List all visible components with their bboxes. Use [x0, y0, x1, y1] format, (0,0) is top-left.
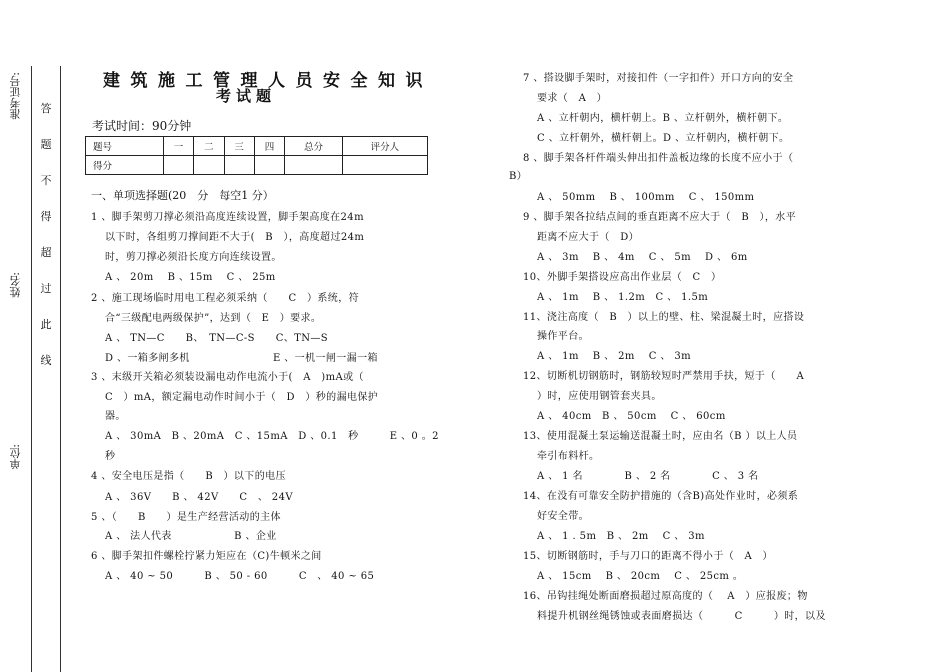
score-table-cell: 评分人	[342, 137, 427, 156]
question-line: 16、吊钩挂绳处断面磨损超过原高度的（ A ）应报废；物	[523, 591, 808, 602]
question-line: A 、 20m B 、15m C 、 25m	[105, 272, 276, 283]
name-label: 姓名:	[9, 272, 22, 298]
binding-line-inner	[60, 66, 61, 672]
question-line: A 、 50mm B 、 100mm C 、 150mm	[537, 192, 755, 203]
score-table-score-row	[86, 156, 428, 175]
question-line: 料提升机钢丝绳锈蚀或表面磨损达（ C ）时，以及	[537, 611, 826, 622]
seal-char: 题	[40, 138, 52, 151]
score-table-cell	[163, 156, 193, 175]
seal-char: 不	[40, 174, 52, 187]
question-line: 4 、安全电压是指（ B ）以下的电压	[91, 471, 286, 482]
seal-char: 此	[40, 318, 52, 331]
seal-char: 过	[40, 282, 52, 295]
section-heading: 一、单项选择题(20 分 每空1 分）	[91, 189, 274, 202]
score-table-cell	[342, 156, 427, 175]
question-line: A 、 1 名 B 、 2 名 C 、 3 名	[537, 471, 759, 482]
question-line: B）	[509, 171, 528, 182]
question-line: 9 、脚手架各拉结点间的垂直距离不应大于（ B ），水平	[523, 212, 797, 223]
question-line: A 、 1m B 、 1.2m C 、 1.5m	[537, 292, 709, 303]
question-line: A 、 法人代表 B 、企业	[105, 531, 277, 542]
question-line: 时，剪刀撑必须沿长度方向连续设置。	[105, 252, 282, 263]
question-line: 1 、脚手架剪刀撑必须沿高度连续设置，脚手架高度在24m	[91, 212, 364, 223]
question-line: C 、立杆朝外，横杆朝上。D 、立杆朝内，横杆朝下。	[537, 133, 790, 144]
question-line: A 、 40cm B 、 50cm C 、 60cm	[537, 411, 726, 422]
question-line: 14、在没有可靠安全防护措施的（含B)高处作业时，必须系	[523, 491, 799, 502]
exam-subtitle: 考试题	[216, 87, 277, 105]
exam-title: 建筑施工管理人员安全知识	[103, 71, 433, 91]
score-table-cell: 三	[224, 137, 254, 156]
score-table-cell: 得分	[86, 156, 164, 175]
question-line: 8 、脚手架各杆件端头伸出扣件盖板边缘的长度不应小于（	[523, 153, 794, 164]
score-table-cell	[224, 156, 254, 175]
question-line: A 、 30mA B 、20mA C 、15mA D 、0.1 秒 E 、0 。2	[105, 431, 439, 442]
question-line: 12、切断机切钢筋时，钢筋较短时严禁用手扶，短于（ A	[523, 371, 805, 382]
exam-time: 考试时间：90分钟	[92, 119, 192, 133]
question-line: 要求（ A ）	[537, 93, 608, 104]
question-line: 6 、脚手架扣件螺栓拧紧力矩应在（C)牛顿米之间	[91, 551, 322, 562]
question-line: ）时，应使用钢管套夹具。	[537, 391, 662, 402]
question-line: 10、外脚手架搭设应高出作业层（ C ）	[523, 272, 722, 283]
score-table-cell	[194, 156, 224, 175]
score-table	[85, 136, 428, 175]
question-line: 器。	[105, 411, 126, 422]
question-line: 7 、搭设脚手架时，对接扣件（一字扣件）开口方向的安全	[523, 73, 794, 84]
question-line: 5 、（ B ）是生产经营活动的主体	[91, 512, 281, 523]
question-line: 好安全带。	[537, 511, 589, 522]
admission-number-label: 准考证号:	[9, 72, 22, 120]
question-line: D 、一箱多闸多机 E 、一机一闸一漏一箱	[105, 353, 378, 364]
seal-char: 得	[40, 210, 52, 223]
question-line: 牵引布料杆。	[537, 451, 600, 462]
score-table-cell: 二	[194, 137, 224, 156]
seal-char: 线	[40, 354, 52, 367]
question-line: A 、 3m B 、 4m C 、 5m D 、 6m	[537, 252, 748, 263]
score-table-cell	[254, 156, 284, 175]
question-line: 15、切断钢筋时，手与刀口的距离不得小于（ A ）	[523, 551, 773, 562]
score-table-cell	[285, 156, 343, 175]
question-line: 11、浇注高度（ B ）以上的壁、柱、梁混凝土时，应搭设	[523, 312, 805, 323]
question-line: A 、 40 ~ 50 B 、 50 - 60 C 、 40 ~ 65	[105, 571, 375, 582]
score-table-cell: 四	[254, 137, 284, 156]
score-table-header-row	[86, 137, 428, 156]
question-line: 距离不应大于（ D）	[537, 232, 640, 243]
question-line: 以下时，各组剪刀撑间距不大于( B ），高度超过24m	[105, 232, 365, 243]
question-line: 合“三级配电两级保护”，达到（ E ）要求。	[105, 313, 322, 324]
question-line: A 、 TN—C B、 TN—C-S C、TN—S	[105, 333, 329, 344]
question-line: A 、立杆朝内，横杆朝上。B 、立杆朝外，横杆朝下。	[537, 113, 789, 124]
question-line: 秒	[105, 451, 116, 462]
question-line: C ）mA，额定漏电动作时间小于（ D ）秒的漏电保护	[105, 392, 379, 403]
question-line: A 、 1m B 、 2m C 、 3m	[537, 351, 691, 362]
score-table-cell: 一	[163, 137, 193, 156]
seal-char: 答	[40, 102, 52, 115]
question-line: A 、 36V B 、 42V C 、 24V	[105, 492, 293, 503]
question-line: 2 、施工现场临时用电工程必须采纳（ C ）系统，符	[91, 293, 359, 304]
score-table-cell: 题号	[86, 137, 164, 156]
question-line: A 、 15cm B 、 20cm C 、 25cm 。	[537, 571, 744, 582]
seal-char: 超	[40, 246, 52, 259]
question-line: 3 、末级开关箱必须装设漏电动作电流小于( A )mA或（	[91, 372, 364, 383]
question-line: 13、使用混凝土泵运输送混凝土时，应由名（B ）以上人员	[523, 431, 798, 442]
unit-label: 单位:	[9, 444, 22, 470]
binding-line-outer	[31, 66, 32, 672]
score-table-cell: 总分	[285, 137, 343, 156]
question-line: A 、 1 . 5m B 、 2m C 、 3m	[537, 531, 705, 542]
question-line: 操作平台。	[537, 331, 589, 342]
